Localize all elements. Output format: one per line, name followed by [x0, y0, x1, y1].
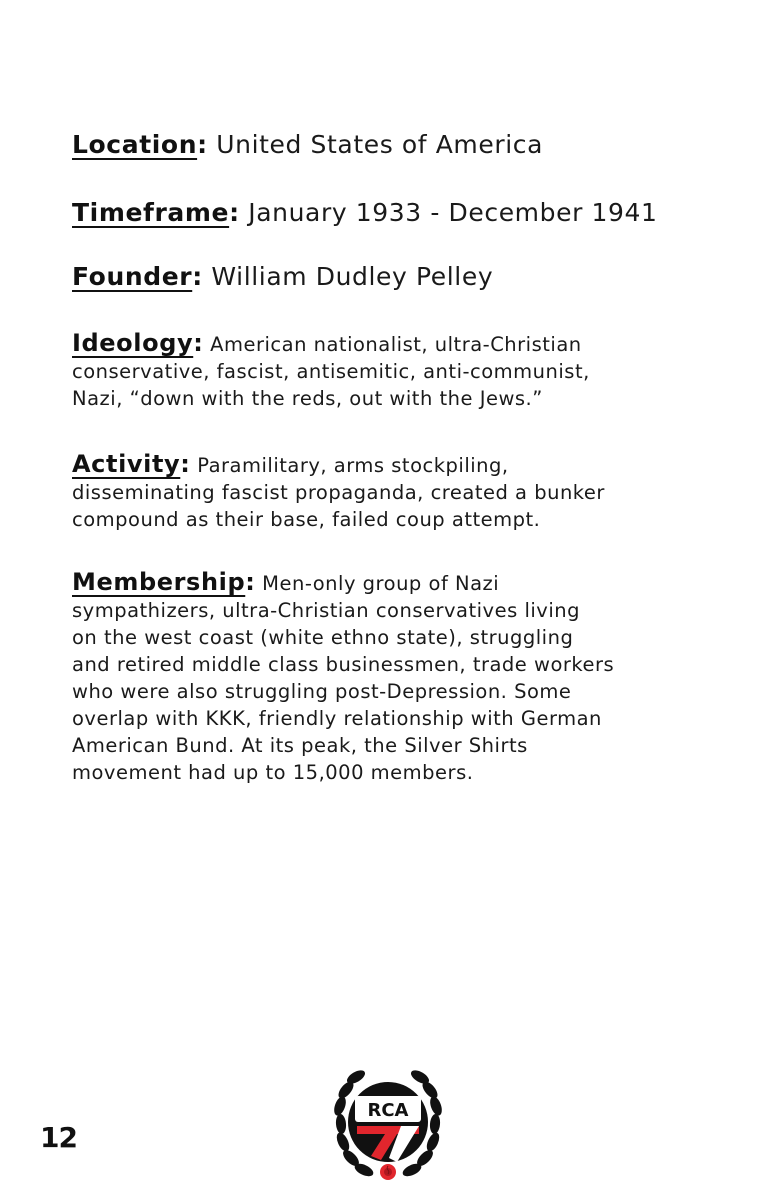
founder-value: William Dudley Pelley — [211, 262, 494, 291]
entry-timeframe — [72, 198, 712, 228]
membership-line-6: overlap with KKK, friendly relationship with German — [72, 707, 602, 730]
ideology-line-3: Nazi, “down with the reds, out with the Jews.” — [72, 387, 543, 410]
membership-colon: : — [245, 568, 256, 596]
membership-line-3: on the west coast (white ethno state), struggling — [72, 626, 574, 649]
entry-activity — [72, 451, 712, 533]
entry-membership — [72, 569, 712, 786]
location-label: Location — [72, 130, 198, 159]
entry-founder — [72, 262, 712, 292]
activity-colon: : — [180, 450, 191, 478]
ideology-text: American nationalist, ultra-Christian — [210, 333, 582, 356]
activity-text: Paramilitary, arms stockpiling, — [197, 454, 509, 477]
page-number: 12 — [40, 1121, 77, 1154]
membership-label: Membership — [72, 568, 246, 596]
membership-line-8: movement had up to 15,000 members. — [72, 761, 474, 784]
membership-line-7: American Bund. At its peak, the Silver Shirts — [72, 734, 528, 757]
entry-ideology — [72, 330, 712, 412]
membership-line-1 — [72, 569, 712, 597]
ideology-line-1 — [72, 330, 712, 358]
ideology-colon: : — [193, 329, 204, 357]
activity-line-3: compound as their base, failed coup attempt. — [72, 508, 541, 531]
activity-line-1 — [72, 451, 712, 479]
entry-location — [72, 130, 712, 160]
membership-line-5: who were also struggling post-Depression. Some — [72, 680, 572, 703]
rca-emblem-icon — [327, 1062, 449, 1186]
location-value: United States of America — [216, 130, 544, 159]
founder-colon: : — [192, 262, 203, 291]
ideology-line-2: conservative, fascist, antisemitic, anti-communist, — [72, 360, 590, 383]
timeframe-value: January 1933 - December 1941 — [248, 198, 658, 227]
location-colon: : — [197, 130, 208, 159]
timeframe-colon: : — [229, 198, 240, 227]
timeframe-label: Timeframe — [72, 198, 230, 227]
emblem-text: RCA — [367, 1100, 409, 1121]
activity-label: Activity — [72, 450, 181, 478]
rose-icon — [380, 1164, 396, 1180]
founder-label: Founder — [72, 262, 193, 291]
activity-line-2: disseminating fascist propaganda, created a bunker — [72, 481, 605, 504]
membership-line-4: and retired middle class businessmen, trade workers — [72, 653, 615, 676]
membership-text: Men-only group of Nazi — [262, 572, 500, 595]
membership-line-2: sympathizers, ultra-Christian conservatives living — [72, 599, 580, 622]
ideology-label: Ideology — [72, 329, 194, 357]
rca-emblem-svg — [327, 1062, 449, 1186]
